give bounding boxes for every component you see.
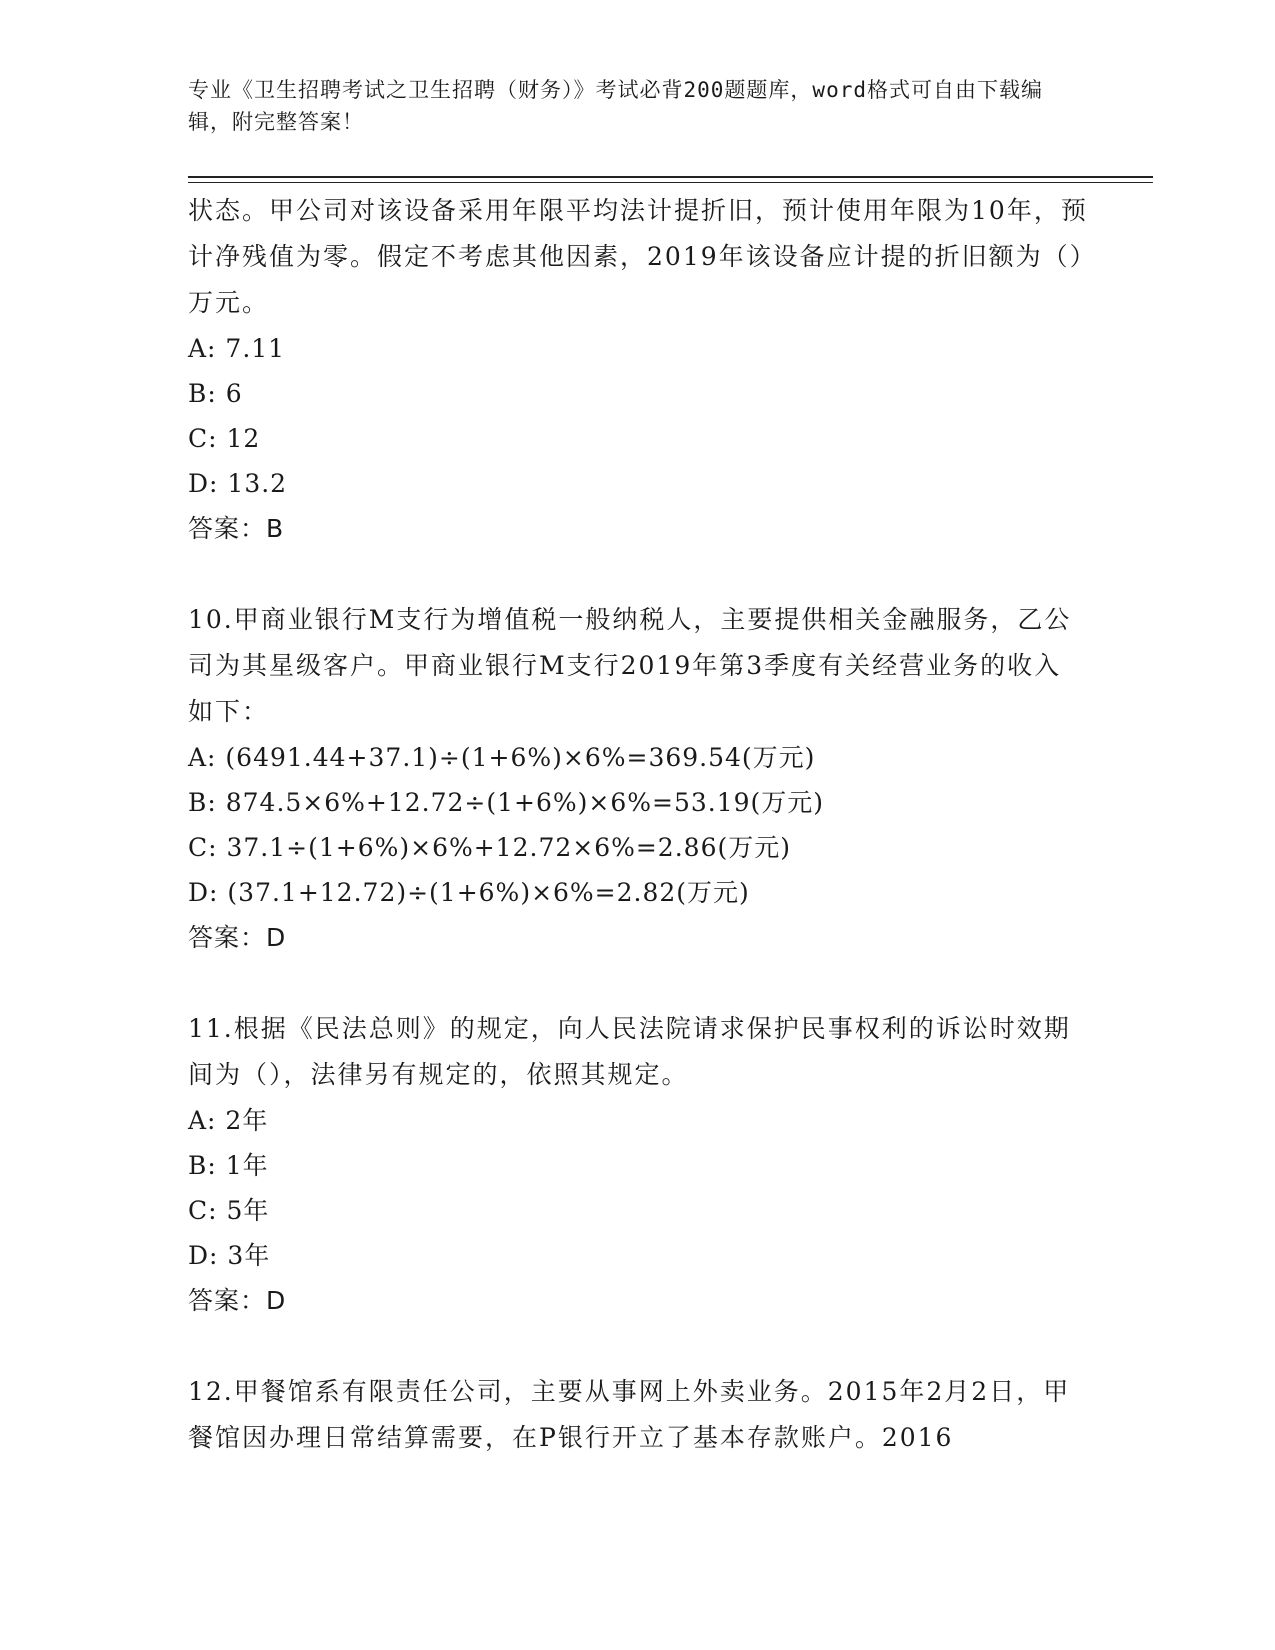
question-block [188, 597, 1088, 961]
option-b: B: 874.5×6%+12.72÷(1+6%)×6%=53.19(万元) [188, 788, 825, 817]
option-c: C: 12 [188, 424, 261, 453]
question-stem: 状态。甲公司对该设备采用年限平均法计提折旧，预计使用年限为10年，预计净残值为零。假定不考虑其他因素，2019年该设备应计提的折旧额为（）万元。 [188, 196, 1088, 317]
option-b: B: 6 [188, 379, 243, 408]
question-stem: 10.甲商业银行M支行为增值税一般纳税人，主要提供相关金融服务，乙公司为其星级客户。甲商业银行M支行2019年第3季度有关经营业务的收入如下： [188, 605, 1072, 726]
question-spacer [188, 1324, 1088, 1369]
header-divider-thin [188, 182, 1153, 183]
option-c: C: 5年 [188, 1196, 270, 1225]
header-divider-thick [188, 176, 1153, 178]
option-a: A: 7.11 [188, 334, 286, 363]
question-block [188, 1006, 1088, 1324]
question-block [188, 188, 1088, 552]
answer-line: 答案：B [188, 514, 285, 543]
document-header-title: 专业《卫生招聘考试之卫生招聘（财务）》考试必背200题题库，word格式可自由下载编辑，附完整答案！ [188, 78, 1043, 134]
question-stem: 11.根据《民法总则》的规定，向人民法院请求保护民事权利的诉讼时效期间为（），法律另有规定的，依照其规定。 [188, 1014, 1071, 1089]
option-a: A: (6491.44+37.1)÷(1+6%)×6%=369.54(万元) [188, 743, 816, 772]
answer-line: 答案：D [188, 923, 287, 952]
option-a: A: 2年 [188, 1106, 269, 1135]
question-content [188, 188, 1088, 1461]
question-stem: 12.甲餐馆系有限责任公司，主要从事网上外卖业务。2015年2月2日，甲餐馆因办理日常结算需要，在P银行开立了基本存款账户。2016 [188, 1377, 1071, 1452]
option-b: B: 1年 [188, 1151, 269, 1180]
option-d: D: 13.2 [188, 469, 288, 498]
question-block [188, 1369, 1088, 1461]
answer-line: 答案：D [188, 1286, 287, 1315]
option-d: D: (37.1+12.72)÷(1+6%)×6%=2.82(万元) [188, 878, 750, 907]
option-c: C: 37.1÷(1+6%)×6%+12.72×6%=2.86(万元) [188, 833, 791, 862]
question-spacer [188, 552, 1088, 597]
question-spacer [188, 961, 1088, 1006]
option-d: D: 3年 [188, 1241, 271, 1270]
